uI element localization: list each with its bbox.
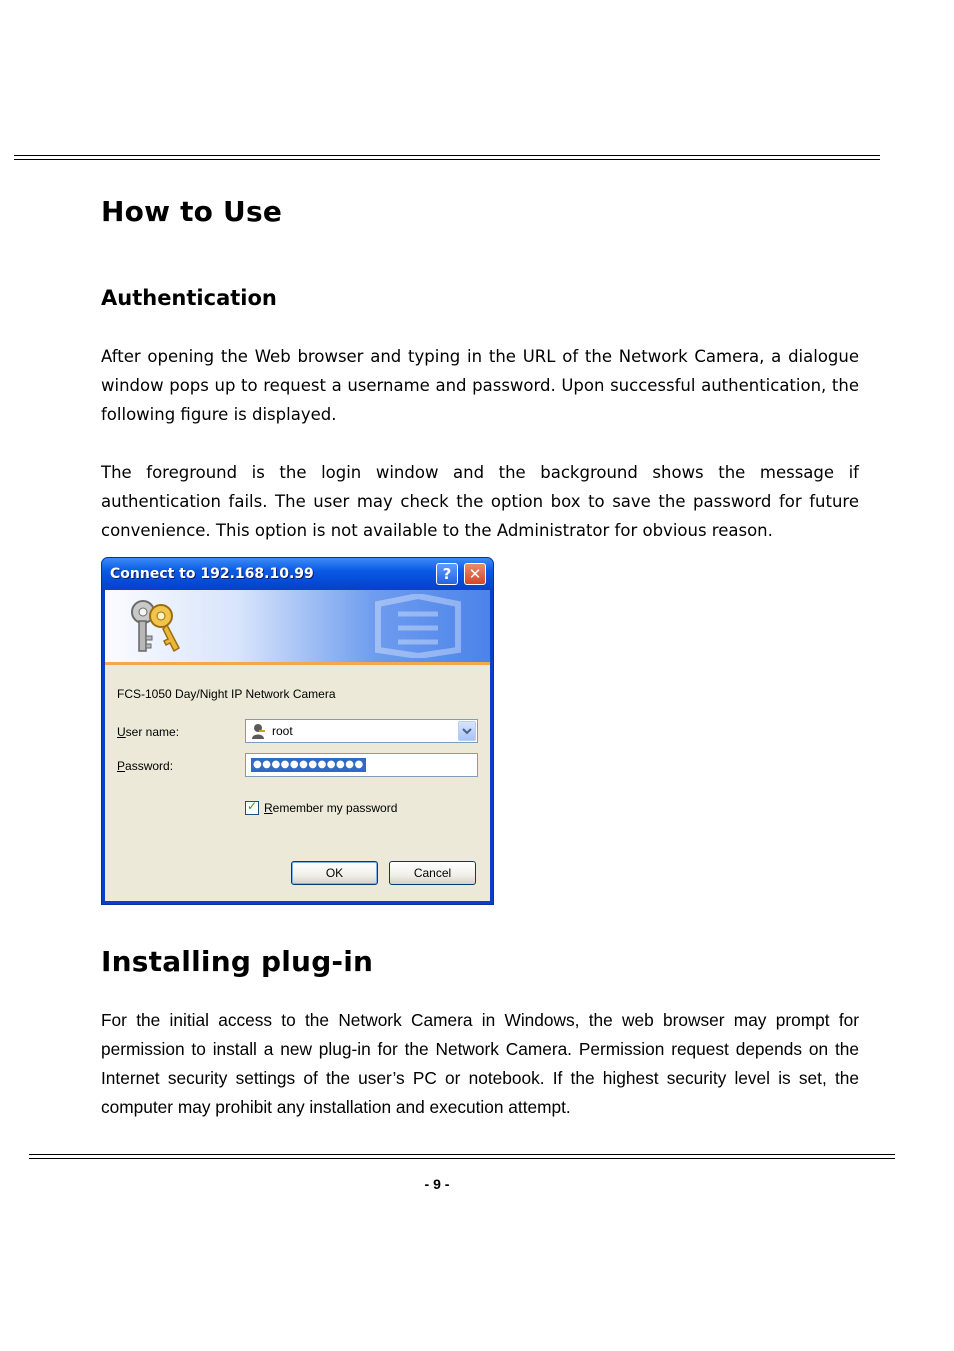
page-number: - 9 -	[424, 1176, 450, 1192]
dialog-titlebar	[102, 558, 493, 590]
subsection-title-authentication: Authentication	[101, 286, 277, 310]
realm-text: FCS-1050 Day/Night IP Network Camera	[117, 687, 336, 701]
footer-rule-top	[29, 1154, 895, 1155]
password-label-text: assword:	[125, 759, 174, 773]
dialog-banner	[105, 590, 490, 665]
user-icon	[251, 723, 266, 739]
login-dialog	[101, 557, 494, 905]
header-rule-top	[14, 155, 880, 156]
chevron-down-glyph	[459, 722, 475, 740]
paragraph-auth-login-window: The foreground is the login window and the background shows the message if authentication fails. The user may check the option box to save the password for future convenience. This option is not available to the Administrator for obvious reason.	[101, 463, 859, 540]
dialog-title: Connect to 192.168.10.99	[110, 566, 314, 582]
section-title-how-to-use: How to Use	[101, 195, 283, 228]
chevron-down-icon[interactable]	[458, 721, 476, 741]
dialog-body	[105, 665, 490, 901]
paragraph-plugin: For the initial access to the Network Camera in Windows, the web browser may prompt for permission to install a new plug-in for the Network Camera. Permission request depends on the Internet security settings of the user’s PC or notebook. If the highest security level is set, the computer may prohibit any installation and execution attempt.	[101, 1010, 859, 1117]
remember-password-label[interactable]	[264, 801, 397, 815]
username-value: root	[272, 724, 293, 738]
password-mask: ●●●●●●●●●●●●	[253, 759, 364, 770]
header-rule-bottom	[14, 159, 880, 160]
network-watermark-icon	[372, 594, 464, 658]
cancel-button[interactable]: Cancel	[389, 861, 476, 885]
keys-icon	[119, 596, 189, 658]
remember-password-checkbox[interactable]	[245, 801, 259, 815]
ok-button[interactable]: OK	[291, 861, 378, 885]
password-accesskey: P	[117, 759, 126, 773]
checkmark-icon: ✓	[247, 799, 258, 813]
close-icon[interactable]: ✕	[464, 563, 486, 585]
username-combobox[interactable]	[245, 719, 478, 743]
username-label	[117, 725, 179, 739]
paragraph-auth-intro: After opening the Web browser and typing in the URL of the Network Camera, a dialogue window pops up to request a username and password. Upon successful authentication, the following figure is displayed.	[101, 347, 859, 424]
username-accesskey: U	[117, 725, 126, 739]
section-title-installing-plugin: Installing plug-in	[101, 945, 374, 978]
help-icon[interactable]: ?	[436, 563, 458, 585]
username-label-text: ser name:	[125, 725, 180, 739]
password-label	[117, 759, 173, 773]
remember-accesskey: R	[264, 801, 273, 815]
remember-label-text: emember my password	[272, 801, 398, 815]
footer-rule-bottom	[29, 1158, 895, 1159]
password-input[interactable]	[245, 753, 478, 777]
